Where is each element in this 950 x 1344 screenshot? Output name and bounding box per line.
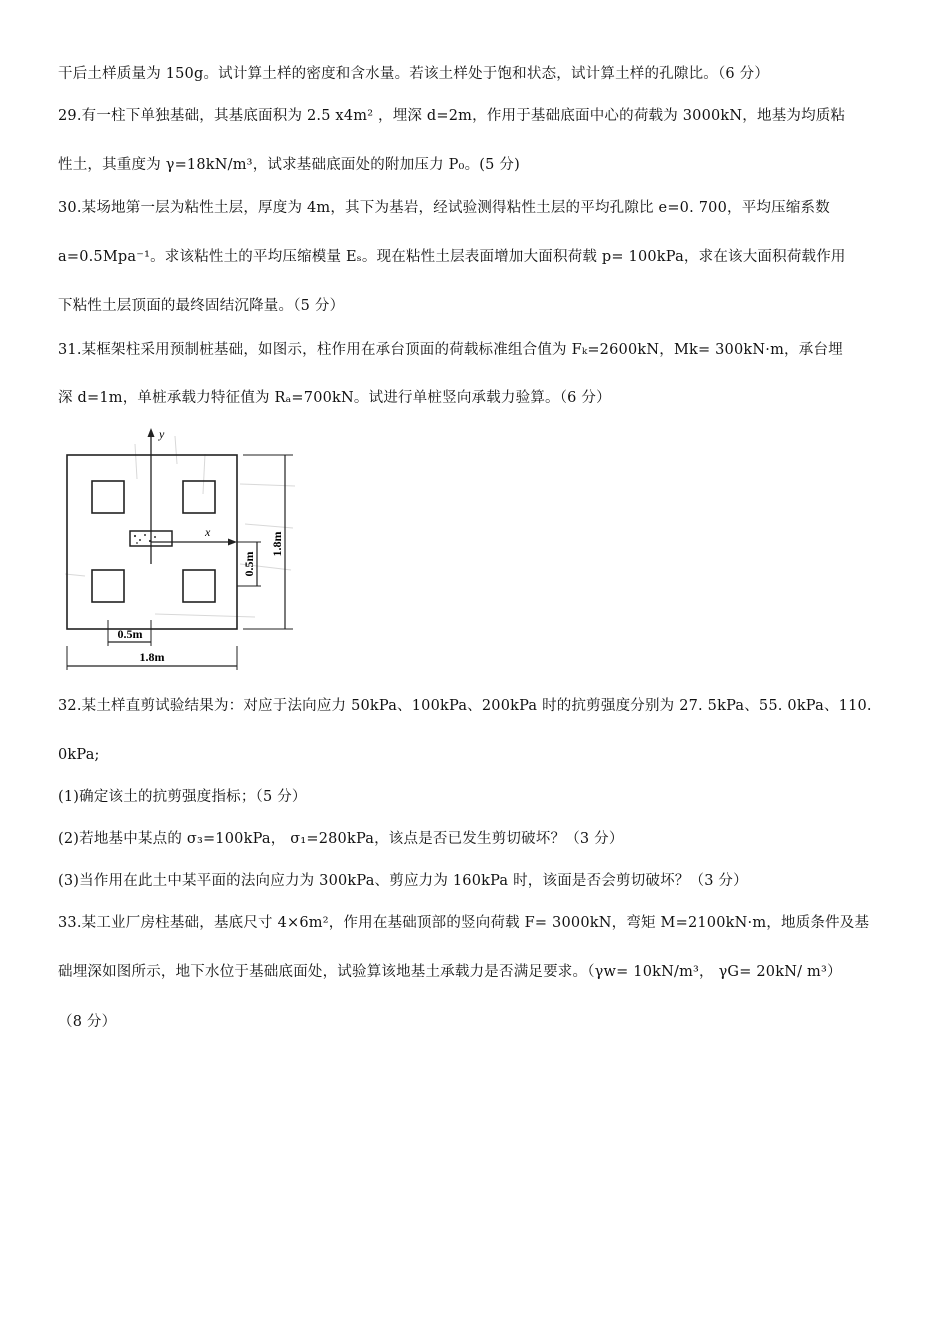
scan-noise <box>65 436 295 617</box>
text-line: 30.某场地第一层为粘性土层，厚度为 4m，其下为基岩，经试验测得粘性土层的平均孔隙比 e=0. 700，平均压缩系数 <box>58 200 830 216</box>
text-line: 0kPa; <box>58 747 100 763</box>
text-line: (3)当作用在此土中某平面的法向应力为 300kPa、剪应力为 160kPa 时，该面是否会剪切破坏？（3 分） <box>58 873 748 889</box>
dim-right-outer: 1.8m <box>270 531 284 557</box>
x-axis-arrow <box>228 539 237 546</box>
pile-cap-drawing <box>55 424 300 676</box>
y-axis-label: y <box>159 427 165 441</box>
y-axis-arrow <box>148 428 155 437</box>
text-line: 深 d=1m，单桩承载力特征值为 Rₐ=700kN。试进行单桩竖向承载力验算。（6 分） <box>58 390 611 406</box>
dim-bottom-inner: 0.5m <box>117 627 143 641</box>
text-line: a=0.5Mpa⁻¹。求该粘性土的平均压缩模量 Eₛ。现在粘性土层表面增加大面积荷载 p= 100kPa，求在该大面积荷载作用 <box>58 249 846 265</box>
text-line: 础埋深如图所示，地下水位于基础底面处，试验算该地基土承载力是否满足要求。（γw= 10kN/m³， γG= 20kN/ m³） <box>58 964 842 980</box>
pile-bottom-left <box>92 570 124 602</box>
text-line: (2)若地基中某点的 σ₃=100kPa， σ₁=280kPa，该点是否已发生剪切破坏？（3 分） <box>58 831 624 847</box>
text-line: 29.有一柱下单独基础，其基底面积为 2.5 x4m² ，埋深 d=2m，作用于基础底面中心的荷载为 3000kN，地基为均质粘 <box>58 108 846 124</box>
text-line: 性土，其重度为 γ=18kN/m³，试求基础底面处的附加压力 P₀。(5 分) <box>58 157 520 173</box>
text-line: 干后土样质量为 150g。试计算土样的密度和含水量。若该土样处于饱和状态，试计算土样的孔隙比。（6 分） <box>58 66 770 82</box>
pile-top-left <box>92 481 124 513</box>
text-line: (1)确定该土的抗剪强度指标；（5 分） <box>58 789 307 805</box>
dim-right-inner: 0.5m <box>242 551 256 577</box>
text-line: 33.某工业厂房柱基础，基底尺寸 4×6m²，作用在基础顶部的竖向荷载 F= 3000kN，弯矩 M=2100kN·m，地质条件及基 <box>58 915 870 931</box>
pile-cap-figure <box>55 424 300 676</box>
text-line: 31.某框架柱采用预制桩基础，如图示，柱作用在承台顶面的荷载标准组合值为 Fₖ=2600kN，Mk= 300kN·m，承台埋 <box>58 342 843 358</box>
text-line: 32.某土样直剪试验结果为：对应于法向应力 50kPa、100kPa、200kPa 时的抗剪强度分别为 27. 5kPa、55. 0kPa、110. <box>58 698 872 714</box>
pile-top-right <box>183 481 215 513</box>
pile-bottom-right <box>183 570 215 602</box>
x-axis-label: x <box>205 525 211 539</box>
text-line: 下粘性土层顶面的最终固结沉降量。（5 分） <box>58 298 345 314</box>
dim-bottom-outer: 1.8m <box>139 650 165 664</box>
text-line: （8 分） <box>58 1014 117 1030</box>
